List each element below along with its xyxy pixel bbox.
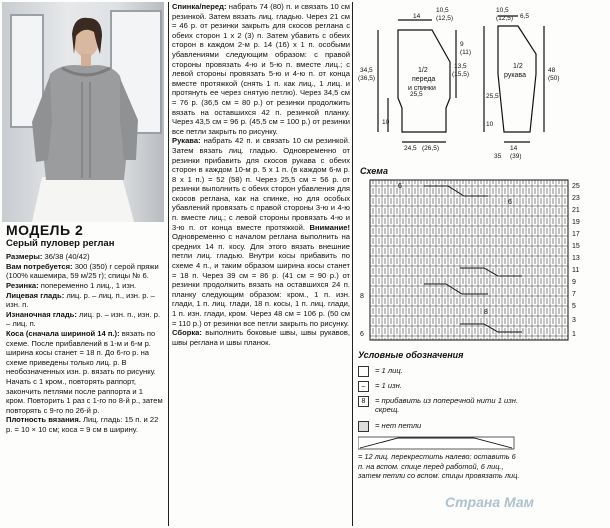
dim-body-left-a: 34,5 [360,67,373,74]
legend-item-no-stitch [358,421,421,432]
chart-mark-8: 8 [484,309,488,316]
materials-label: Вам потребуется: [6,261,73,271]
row-num: 9 [572,279,576,286]
row-num: 21 [572,207,580,214]
model-title: МОДЕЛЬ 2 [6,222,84,238]
row-num: 5 [572,303,576,310]
cable-legend-text: = 12 лиц. перекрестить налево: оставить 6 п. на вспом. спице перед работой, 6 лиц., затем петли со вспом. спицы провязать лиц. [358,452,520,480]
dim-sleeve-bottom-c: (39) [510,153,522,160]
dim-body-left-d: 10 [382,119,390,126]
dim-body-right-b: (11) [460,49,472,56]
sleeve-value: набрать 42 п. и связать 10 см резинкой. Затем вязать лиц. гладью. Одновременно от резинки прибавить для скосов рукава с обеих сторон в каждом 10-м р. 5 х 1 п. (в каждом 6-м р. 8 х 1 п.) = 52 (58) п. Через 25,5 см = 56 р. от резинки выполнить с обеих сторон убавления для скосов реглана, как на спинке, но для особых убавлений провязать с правой стороны 3-ю и 4-ю п. вместе лиц.; с левой стороны провязать 4-ю и 3-ю п. от конца вместе протяжкой. [172,136,350,232]
back-paragraph [172,2,350,136]
dim-sleeve-right-a: 48 [548,67,556,74]
row-num: 3 [572,317,576,324]
cable-paragraph [6,329,164,415]
gauge-label: Плотность вязания. [6,415,81,425]
sleeve-label-1: 1/2 [513,63,523,70]
dim-sleeve-left-a: 25,5 [486,93,499,100]
cable-symbol [358,436,518,450]
chart-row-numbers [572,183,580,338]
rib-label: Резинка: [6,280,39,290]
row-num: 19 [572,219,580,226]
rib-paragraph [6,281,164,291]
row-num: 1 [572,331,576,338]
materials-value: 300 (350) г серой пряжи (100% кашемира, 59 м/25 г); спицы № 6. [6,261,159,281]
chart-row-left-8: 8 [360,293,364,300]
dim-body-right-d: (15,5) [452,71,469,78]
body-label-1: 1/2 [418,67,428,74]
legend-text: = прибавить из поперечной нити 1 изн. скрещ. [375,396,519,414]
dim-sleeve-top-b: (12,5) [496,15,513,22]
rev-value: лиц. р. – изн. п., изн. р. – лиц. п. [6,309,161,329]
dim-body-right-c: 13,5 [454,63,467,70]
sizes-paragraph [6,252,164,262]
knitting-chart [358,176,608,346]
sleeve-label: Рукава: [172,136,201,146]
rev-paragraph [6,310,164,329]
back-value: набрать 74 (80) п. и связать 10 см резинкой. Затем вязать лиц. гладью. Через 21 см = 46 р. от резинки закрыть для скосов реглана с обеих сторон 1 х 2 (3) п. Затем убавить с обеих сторон в каждом 2-м р. 14 (16) х 1 п. особыми убавлениями следующим образом: с правой стороны провязать 4-ю и 5-ю п. вместе лиц.; с левой стороны провязать 5-ю и 4-ю п. от конца вместе протяжкой (снять 1 п. как лиц., 1 лиц. и протянуть ее через снятую петлю). Через 34,5 см = 76 р. (36,5 см = 80 р.) от резинки продолжить вязать на оставшихся 42 п. резинкой планку. Через 43,5 см = 96 р. (45,5 см = 100 р.) от резинки все петли закрыть по рисунку. [172,2,350,136]
materials-paragraph [6,262,164,281]
legend-cable [358,436,523,481]
assembly-label: Сборка: [172,328,202,338]
stst-paragraph [6,291,164,310]
column-divider-2 [352,2,353,526]
attention-value: Одновременно с началом реглана выполнить на средних 14 п. косу. Для этого вязать внешние петли лиц. гладью. Внутри косы прибавить по схеме 4 п., и таким образом ширина косы станет = 18 п. Через 39 см = 86 р. (41 см = 90 р.) от резинки продолжить вязать на оставшихся 24 п. планку следующим образом: кром., 1 п. изн. глади, 1 п. лиц. глади, 18 п. косы, 1 п. лиц. глади, 1 п. изн. глади, кром. Через 48 см = 106 р. (50 см = 110 р.) от резинки все петли закрыть по рисунку. [172,232,350,328]
legend-title: Условные обозначения [358,350,464,360]
watermark-logo: Страна Мам [445,494,535,510]
column-divider [168,2,169,526]
dim-body-top-right-b: (12,5) [436,15,453,22]
dim-sleeve-left-b: 10 [486,121,494,128]
dim-sleeve-bottom-a: 14 [510,145,518,152]
row-num: 11 [572,267,580,274]
legend-item-increase [358,396,528,414]
dim-body-bottom-a: 24,5 [404,145,417,152]
assembly-value: выполнить боковые швы, швы рукавов, швы реглана и швы планок. [172,328,350,347]
row-num: 15 [572,243,580,250]
dim-sleeve-top-right: 6,5 [520,13,530,20]
row-num: 7 [572,291,576,298]
dim-sleeve-bottom-b: 35 [494,153,502,160]
row-num: 13 [572,255,580,262]
gauge-paragraph [6,415,164,434]
schema-title: Схема [360,166,388,176]
row-num: 17 [572,231,580,238]
gauge-value: Лиц. гладь: 15 п. и 22 р. = 10 × 10 см; коса = 9 см в ширину. [6,415,159,434]
body-label-3: и спинки [408,85,436,92]
body-label-2: переда [412,76,436,83]
row-num: 23 [572,195,580,202]
legend-item-knit [358,366,403,377]
middle-column [172,2,350,347]
dim-body-top: 14 [413,13,421,20]
dim-body-left-b: (36,5) [358,75,375,82]
legend-item-purl [358,381,402,392]
dim-sleeve-top-a: 10,5 [496,7,509,14]
sleeve-label-2: рукава [504,72,526,79]
back-label: Спинка/перед: [172,2,227,11]
chart-mark-6a: 6 [398,183,402,190]
sizes-label: Размеры: [6,252,43,262]
legend-text: = нет петли [375,421,422,430]
garment-schematic [358,2,608,162]
increase-symbol: 8 [358,396,369,407]
knit-symbol [358,366,369,377]
chart-row-left-6: 6 [360,331,364,338]
model-subtitle: Серый пуловер реглан [6,237,115,249]
sleeve-paragraph [172,136,350,328]
dim-body-bottom-b: (26,5) [422,145,439,152]
left-column [6,222,164,434]
model-photo [2,2,164,222]
sizes-value: 36/38 (40/42) [42,252,90,262]
no-stitch-symbol [358,421,369,432]
purl-symbol: – [358,381,369,392]
dim-body-left-c: 25,5 [410,91,423,98]
cable-value: вязать по схеме. После прибавлений в 1-м и 6-м р. ширина косы станет = 18 п. До 6-го р. на схеме приведены только лиц. р. В необозначенных изн. р. вязать по рисунку. Начать с 1 кром., повторять раппорт, закончить петлями после раппорта и 1 кром. Повторить 1 раз с 1-го по 8-й р., затем повторять с 9-го по 26-й р. [6,328,163,415]
dim-sleeve-right-b: (50) [548,75,560,82]
attention-label: Внимание! [309,222,350,232]
legend-text: = 1 изн. [375,381,402,390]
stst-label: Лицевая гладь: [6,290,65,300]
rev-label: Изнаночная гладь: [6,309,77,319]
cable-label: Коса (сначала шириной 14 п.): [6,328,120,338]
model-figure [2,2,164,222]
dim-body-right-a: 9 [460,41,464,48]
stst-value: лиц. р. – лиц. п., изн. р. – изн. п. [6,290,155,310]
sleeve-outline [498,26,536,132]
row-num: 25 [572,183,580,190]
legend-text: = 1 лиц. [375,366,403,375]
dim-body-top-right-a: 10,5 [436,7,449,14]
rib-value: попеременно 1 лиц., 1 изн. [38,280,137,290]
assembly-paragraph [172,328,350,347]
chart-mark-6b: 6 [508,199,512,206]
